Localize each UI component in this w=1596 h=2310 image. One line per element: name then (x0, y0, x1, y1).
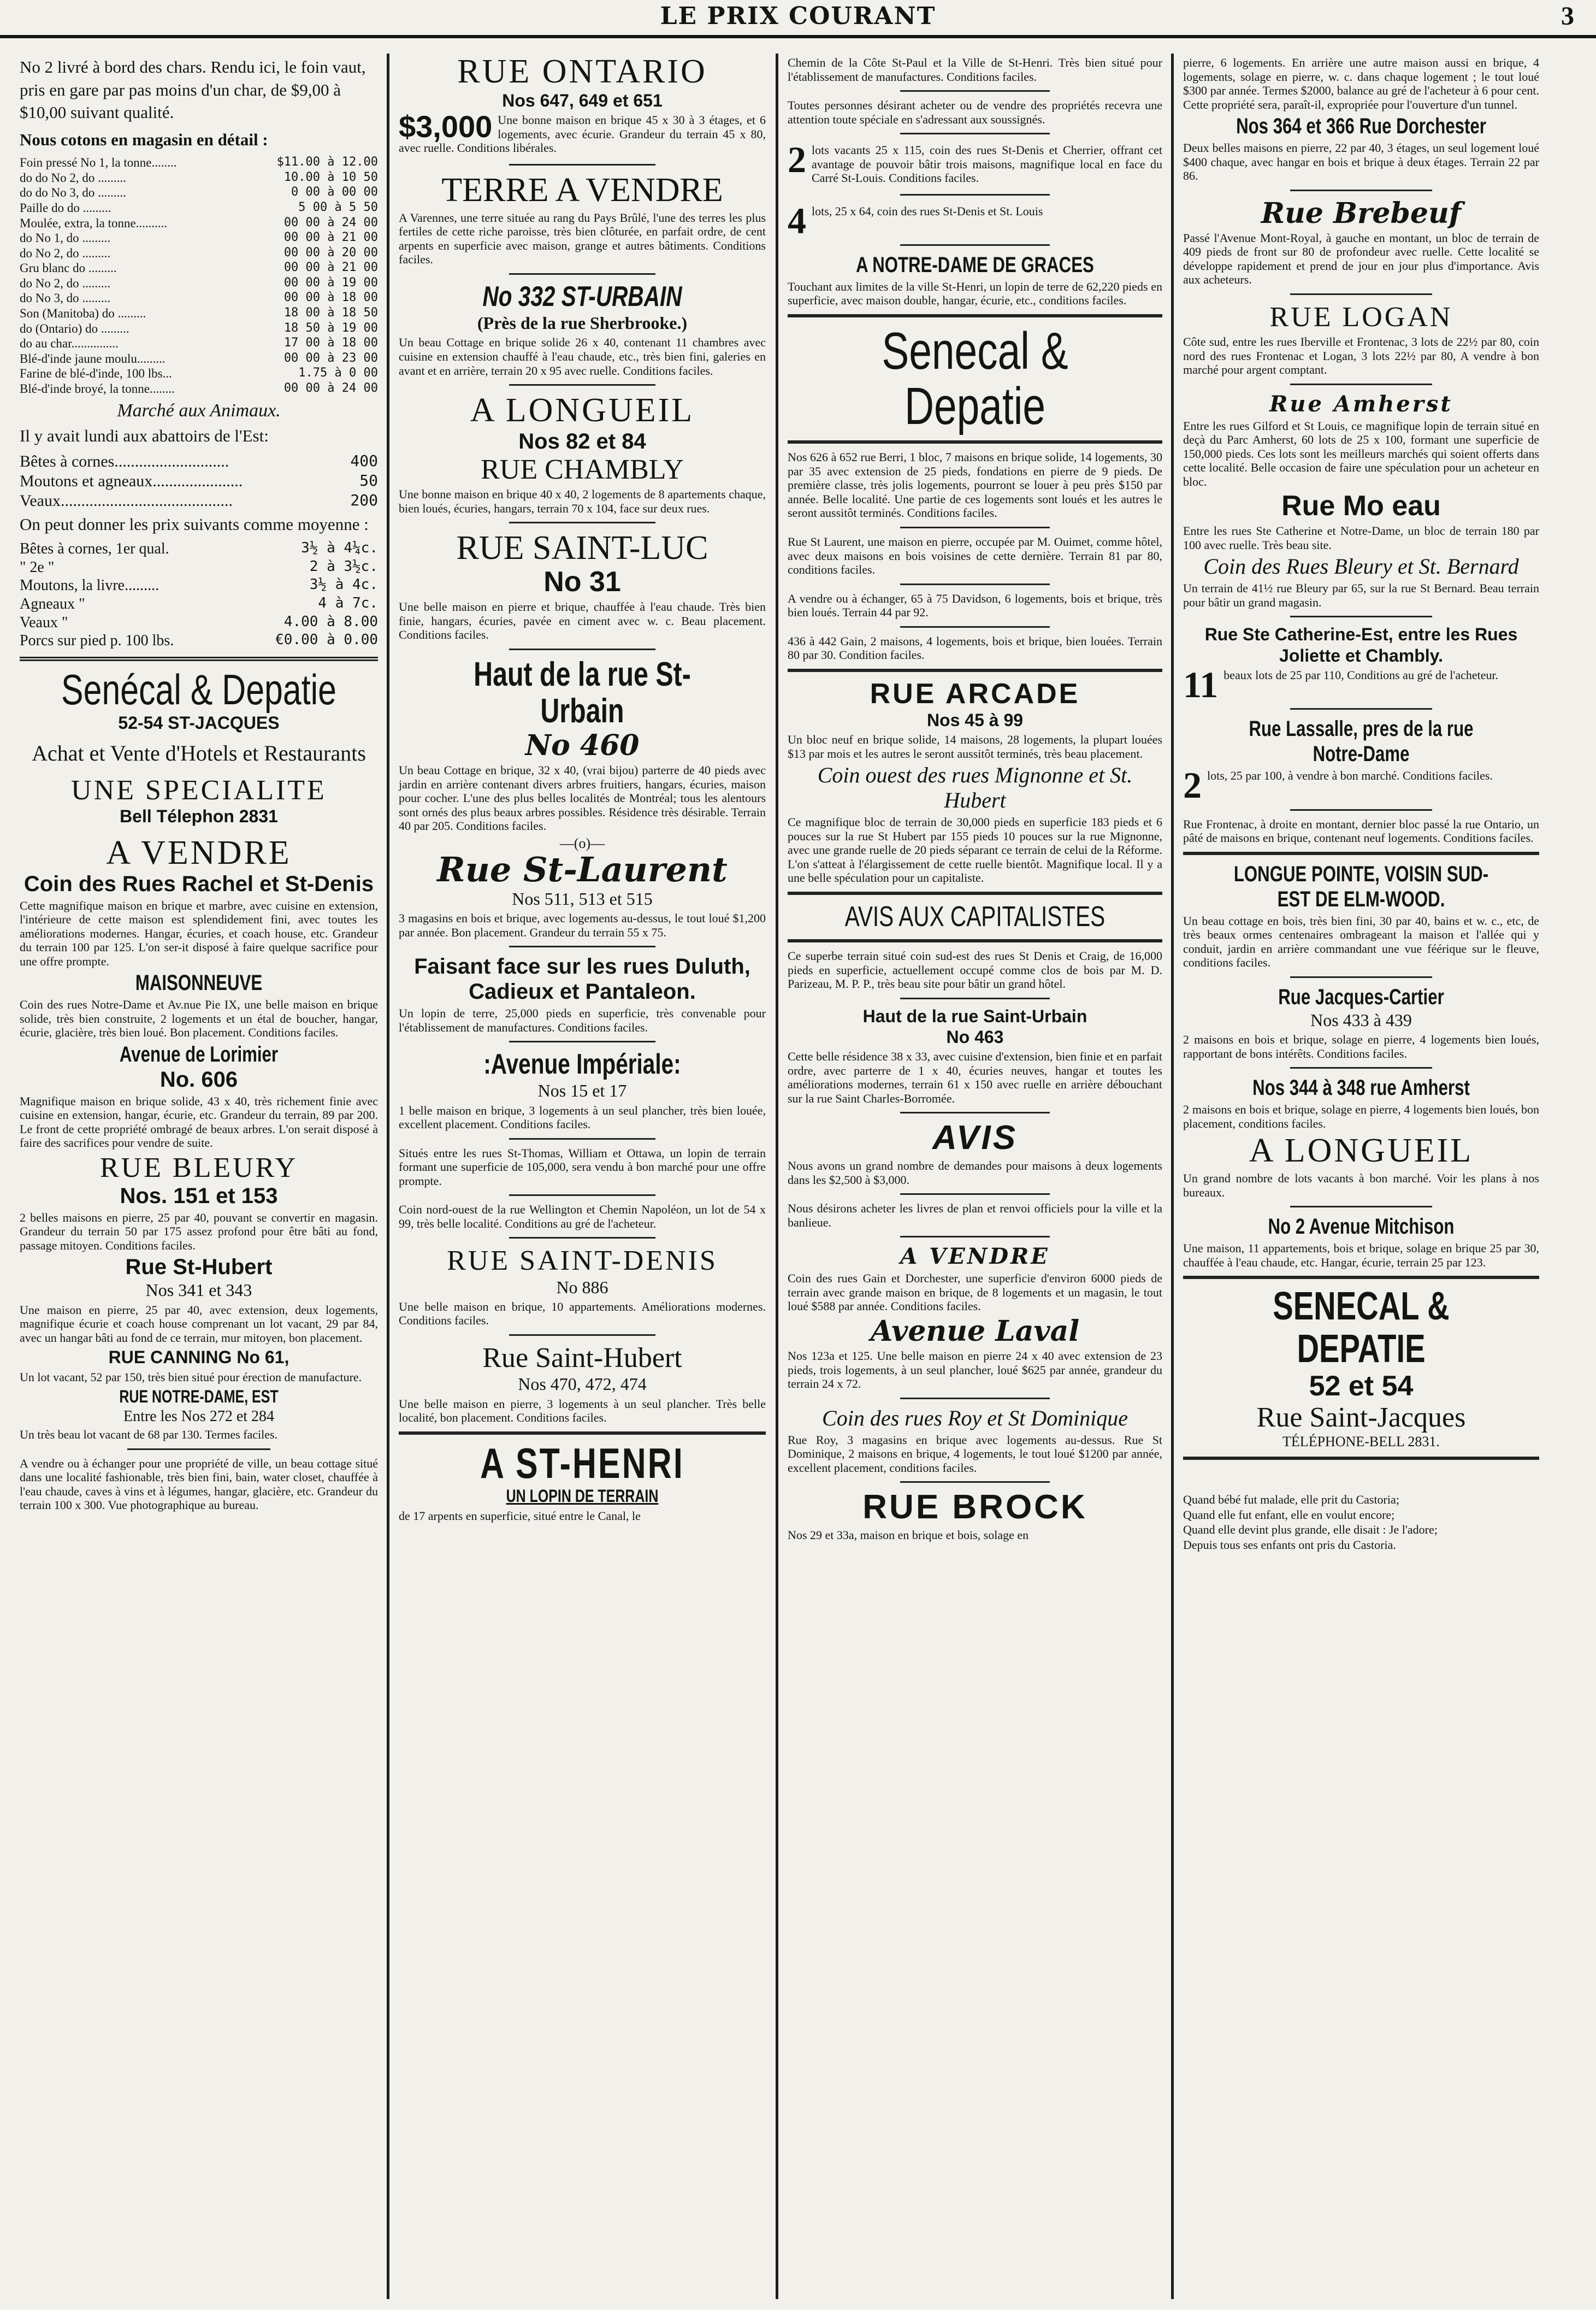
price-figure: $3,000 (399, 111, 493, 144)
divider (127, 1448, 270, 1450)
market-title: Marché aux Animaux. (117, 400, 281, 421)
listing-heading: Rue St-Hubert (125, 1255, 273, 1280)
listing-heading: AVIS (932, 1119, 1018, 1157)
advertiser-address: 52 et 54 (1309, 1370, 1414, 1402)
listing-body: Un terrain de 41½ rue Bleury par 65, sur la rue St Bernard. Beau terrain pour bâtir un grand magasin. (1183, 581, 1539, 609)
column-2 (391, 54, 773, 2299)
listing-body: Une bonne maison en brique 45 x 30 à 3 étages, et 6 logements, avec écurie. Grandeur du terrain 45 x 80, avec ruelle. Conditions libérales. (399, 113, 766, 155)
listing-number: Nos 341 et 343 (145, 1280, 252, 1300)
market-row: Moutons et agneaux...................... 50 (20, 471, 378, 490)
listing-body: 2 maisons en bois et brique, solage en pierre, 4 logements bien loués, rapportant de bons intérêts. Conditions faciles. (1183, 1033, 1539, 1060)
listing-heading: RUE ONTARIO (457, 54, 707, 90)
divider (900, 998, 1050, 999)
listing-heading: RUE ARCADE (870, 677, 1080, 710)
listing-body: Nous désirons acheter les livres de plan et renvoi officiels pour la ville et la banlieue. (788, 1201, 1162, 1229)
divider (900, 1398, 1050, 1399)
drop-numeral: 2 (1183, 767, 1202, 803)
divider (788, 939, 1162, 942)
masthead (0, 0, 1596, 38)
divider (1290, 976, 1433, 978)
listing-body: 2 belles maisons en pierre, 25 par 40, pouvant se convertir en magasin. Grandeur du terrain 50 par 175 assez profond pour être bâti au fond, passage mitoyen. Conditions faciles. (20, 1210, 378, 1252)
listing-body: Nos 29 et 33a, maison en brique et bois, solage en (788, 1528, 1029, 1542)
column-rule (776, 54, 778, 2299)
price-row: do No 2, do ......... 00 00 à 19 00 (20, 275, 378, 290)
castoria-line: Quand elle devint plus grande, elle disait : Je l'adore; (1183, 1523, 1438, 1537)
listing-heading: Coin des Rues Bleury et St. Bernard (1203, 554, 1519, 579)
divider (900, 626, 1050, 628)
listing-number: No 886 (556, 1277, 608, 1297)
price-row: Foin pressé No 1, la tonne........ $11.00 à 12.00 (20, 155, 378, 170)
divider (399, 1431, 766, 1435)
listing-body: Un grand nombre de lots vacants à bon marché. Voir les plans à nos bureaux. (1183, 1171, 1539, 1199)
listing-heading: Rue Saint-Hubert (482, 1342, 682, 1374)
listing-body: Rue Roy, 3 magasins en brique avec logements au-dessus. Rue St Dominique, 2 maisons en brique, 4 logements, le tout loué $1200 par année, excellent placement, conditions faciles. (788, 1433, 1162, 1475)
listing-number: No. 606 (159, 1067, 238, 1092)
listing-body: Un beau cottage en bois, très bien fini, 30 par 40, bains et w. c., etc, de très beaux ormes centenaires ombrageant la maison et l'allée qui y conduit, jardin en arrière commandant une vue féérique sur le fleuve, conditions faciles. (1183, 914, 1539, 970)
listing-heading: RUE CANNING No 61, (108, 1347, 289, 1368)
listing-body: Une belle maison en pierre et brique, chauffée à l'eau chaude. Très bien finie, hangars, écuries, pavée en ciment avec w. c. Beau placement. Conditions faciles. (399, 600, 766, 642)
listing-heading: TERRE A VENDRE (441, 171, 723, 209)
divider (900, 1112, 1050, 1113)
listing-heading: Rue Jacques-Cartier (1278, 985, 1444, 1009)
listing-heading: Avenue de Lorimier (119, 1042, 279, 1066)
listing-body: de 17 arpents en superficie, situé entre le Canal, le (399, 1508, 641, 1523)
listing-heading: Rue Amherst (1269, 391, 1453, 417)
divider (1183, 1457, 1539, 1460)
price-table (20, 155, 378, 397)
listing-heading: Coin des Rues Rachel et St-Denis (23, 871, 374, 896)
listing-body: Nous avons un grand nombre de demandes pour maisons à deux logements dans les $2,500 à $3,000. (788, 1159, 1162, 1187)
price-row: do do No 2, do ......... 10.00 à 10 50 (20, 170, 378, 185)
listing-body: Un beau Cottage en brique, 32 x 40, (vrai bijou) parterre de 40 pieds avec jardin en arrière contenant divers arbres fruitiers, hangars, écuries, maison pour cocher. L'une des plus belles localités de Montréal; tous les alentours sont ornés des plus beaux arbres possibles. Résidence très désirable. Terrain 40 par 205. Conditions faciles. (399, 763, 766, 833)
listing-body: Rue Frontenac, à droite en montant, dernier bloc passé la rue Ontario, un pâté de maisons en brique, contenant neuf logements. Conditions faciles. (1183, 817, 1539, 845)
castoria-ad (1183, 1493, 1539, 1552)
listing-body: Nos 123a et 125. Une belle maison en pierre 24 x 40 avec extension de 23 pieds, trois logements, à un seul plancher, loué $625 par année, grandeur du terrain 24 x 72. (788, 1349, 1162, 1391)
advertiser-name: Senécal & Depatie (61, 665, 336, 714)
divider (509, 1237, 656, 1239)
listing-heading: A LONGUEIL (1249, 1132, 1474, 1170)
ornament-divider: —(o)— (559, 835, 605, 851)
bell-phone: Bell Télephon 2831 (120, 806, 278, 827)
listing-number: Nos 511, 513 et 515 (512, 888, 653, 909)
listing-body: lots vacants 25 x 115, coin des rues St-Denis et Cherrier, offrant cet avantage de pouvoir bâtir trois maisons, magnifique local en face du Carré St-Louis. Conditions faciles. (812, 143, 1162, 185)
divider (509, 273, 656, 275)
listing-heading: Rue St-Laurent (437, 849, 728, 889)
listing-body: Entre les rues Ste Catherine et Notre-Dame, un bloc de terrain 180 par 100 avec ruelle. Très beau site. (1183, 524, 1539, 552)
divider (509, 1194, 656, 1196)
market-row: Bêtes à cornes............................ 400 (20, 451, 378, 470)
divider (509, 1138, 656, 1140)
listing (788, 141, 1162, 187)
divider (900, 527, 1050, 528)
divider (1290, 708, 1433, 710)
listing-body: lots, 25 par 100, à vendre à bon marché. Conditions faciles. (1207, 769, 1493, 783)
listing-heading: Nos 364 et 366 Rue Dorchester (1236, 114, 1486, 139)
listing-body: Entre les rues Gilford et St Louis, ce magnifique lopin de terrain situé en deçà du Parc Amherst, 60 lots de 25 x 100, formant une superficie de 150,000 pieds. Ces lots sont les meilleurs marchés qui soient offerts dans cette localité. Belle occasion de faire une spéculation pour un acheteur en bloc. (1183, 419, 1539, 488)
advertiser-street: Rue Saint-Jacques (1256, 1401, 1466, 1433)
divider (1290, 809, 1433, 811)
listing-number: No 460 (525, 728, 640, 762)
listing-body: Une bonne maison en brique 40 x 40, 2 logements de 8 apartements chaque, bien loués, écuries, hangars, terrain 70 x 104, face sur deux rues. (399, 487, 766, 515)
listing-number: Nos 647, 649 et 651 (502, 90, 663, 110)
advertiser-tagline: Achat et Vente d'Hotels et Restaurants (32, 740, 366, 765)
listing-heading: LONGUE POINTE, VOISIN SUD-EST DE ELM-WOOD. (1233, 862, 1489, 911)
listing-heading: A VENDRE (900, 1244, 1050, 1270)
divider (788, 669, 1162, 672)
divider (900, 133, 1050, 134)
listing-heading: RUE NOTRE-DAME, EST (119, 1387, 279, 1407)
listing-body: beaux lots de 25 par 110, Conditions au gré de l'acheteur. (1223, 668, 1499, 682)
listing-body: 2 maisons en bois et brique, solage en pierre, 4 logements bien loués, bon placement, conditions faciles. (1183, 1103, 1539, 1130)
drop-numeral: 2 (788, 141, 806, 181)
price-row: Son (Manitoba) do ......... 18 00 à 18 50 (20, 306, 378, 321)
listing-body: Chemin de la Côte St-Paul et la Ville de St-Henri. Très bien situé pour l'établissement de manufactures. Conditions faciles. (788, 56, 1162, 84)
listing-number: Nos 470, 472, 474 (518, 1374, 647, 1394)
divider (900, 1236, 1050, 1238)
divider (1290, 1206, 1433, 1207)
listing-body: Rue St Laurent, une maison en pierre, occupée par M. Ouimet, comme hôtel, avec deux maisons en bois voisines de cette dernière. Terrain 81 par 80, conditions faciles. (788, 535, 1162, 577)
divider (509, 522, 656, 523)
advertiser-phone: TÉLÉPHONE-BELL 2831. (1282, 1434, 1440, 1450)
listing-number: Nos 15 et 17 (537, 1081, 627, 1101)
listing (788, 202, 1162, 238)
price-row: Blé-d'inde broyé, la tonne........ 00 00 à 24 00 (20, 381, 378, 396)
hay-intro: No 2 livré à bord des chars. Rendu ici, le foin vaut, pris en gare par pas moins d'un char, de $9,00 à $10,00 suivant qualité. (20, 57, 366, 122)
listing-body: Une maison en pierre, 25 par 40, avec extension, deux logements, magnifique écurie et coach house comprenant un lot vacant, 29 par 84, avec un hangar bâti au fond de ce terrain, mur mitoyen, bon placement. (20, 1303, 378, 1345)
market-price-row: " 2e " 2 à 3½c. (20, 558, 378, 576)
masthead-title: LE PRIX COURANT (660, 2, 936, 30)
listing-heading: Coin ouest des rues Mignonne et St. Hubert (817, 763, 1133, 813)
price-row: do No 2, do ......... 00 00 à 20 00 (20, 245, 378, 260)
divider (509, 1334, 656, 1336)
listing-number: Nos. 151 et 153 (120, 1183, 278, 1208)
listing-heading: Nos 344 à 348 rue Amherst (1252, 1076, 1470, 1100)
listing-heading: A ST-HENRI (480, 1439, 684, 1487)
column-1 (12, 54, 386, 2299)
listing-body: 436 à 442 Gain, 2 maisons, 4 logements, bois et brique, bien louées. Terrain 80 par 30. Condition faciles. (788, 634, 1162, 662)
listing-body: Ce magnifique bloc de terrain de 30,000 pieds en superficie 183 pieds et 6 pouces sur la rue St Hubert par 155 pieds 10 pouces sur la rue Mignonne, avec une grande ruelle de 20 pieds séparant ce terrain de celui de la Réforme. L'on s'atteat à l'élargissement de cette ruelle bientôt. Magnifique local. Il y a une belle spéculation pour un capitaliste. (788, 815, 1162, 885)
divider (1290, 384, 1433, 385)
listing-body: Un très beau lot vacant de 68 par 130. Termes faciles. (20, 1428, 278, 1442)
drop-numeral: 4 (788, 202, 806, 238)
divider (900, 244, 1050, 246)
listing-heading: No 2 Avenue Mitchison (1268, 1215, 1455, 1239)
listing-body: Coin des rues Notre-Dame et Av.nue Pie IX, une belle maison en brique solide, très bien construite, 2 logements et un étal de boucher, hangar, écurie, glacière, très bien loué. Bon placement. Conditions faciles. (20, 998, 378, 1040)
listing-body: 1 belle maison en brique, 3 logements à un seul plancher, très bien louée, excellent placement. Conditions faciles. (399, 1103, 766, 1132)
listing (1183, 666, 1539, 702)
listing-body: Une belle maison en brique, 10 appartements. Améliorations modernes. Conditions faciles. (399, 1299, 766, 1328)
listing-body: Coin des rues Gain et Dorchester, une superficie d'environ 6000 pieds de terrain avec grande maison en brique, de 8 logements et un magasin, le tout loué $588 par année. Conditions faciles. (788, 1271, 1162, 1313)
castoria-line: Quand elle fut enfant, elle en voulut encore; (1183, 1507, 1395, 1522)
listing-body: A Varennes, une terre située au rang du Pays Brûlé, l'une des terres les plus fertiles de cette riche paroisse, très bien clôturée, en parfait ordre, de cent arpents en superficie avec maison, grange et autres bâtiments. Conditions faciles. (399, 210, 766, 267)
divider (1290, 616, 1433, 617)
market-prices-intro: On peut donner les prix suivants comme moyenne : (20, 514, 369, 534)
listing-body: Deux belles maisons en pierre, 22 par 40, 3 étages, un seul logement loué $400 chaque, avec hangar en bois et brique à deux étages. Terrain 22 par 86. (1183, 141, 1539, 183)
listing (1183, 767, 1539, 802)
divider (20, 657, 378, 661)
ontario-ad (399, 111, 766, 157)
advertiser-name: SENECAL & DEPATIE (1273, 1284, 1450, 1371)
listing-body: lots, 25 x 64, coin des rues St-Denis et St. Louis (812, 204, 1043, 218)
market-row: Veaux.......................................... 200 (20, 491, 378, 510)
listing-body: Ce superbe terrain situé coin sud-est des rues St Denis et Craig, de 16,000 pieds en superficie, actuellement occupé comme clos de bois par M. D. Parizeau, M. P. P., très beau site pour bâtir un grand hôtel. (788, 948, 1162, 991)
listing-number: Nos 433 à 439 (1310, 1010, 1412, 1030)
divider (1290, 190, 1433, 191)
drop-numeral: 11 (1183, 666, 1219, 702)
listing-body: Une maison, 11 appartements, bois et brique, solage en brique 25 par 30, chauffée à l'eau chaude, etc. Hangar, écurie, terrain 25 par 123. (1183, 1241, 1539, 1269)
listing-heading: MAISONNEUVE (135, 971, 263, 995)
listing-heading: A NOTRE-DAME DE GRACES (856, 252, 1094, 277)
listing-heading: No 332 ST-URBAIN (482, 280, 682, 313)
listing-heading: Rue Ste Catherine-Est, entre les Rues Joliette et Chambly. (1204, 624, 1518, 665)
listing-body: Un bloc neuf en brique solide, 14 maisons, 28 logements, la plupart louées $13 par mois et les autres le seront aussitôt terminés, très beau placement. (788, 733, 1162, 761)
listing-number: Nos 82 et 84 (518, 429, 646, 453)
divider (1290, 1067, 1433, 1069)
listing-body: Une belle maison en pierre, 3 logements à un seul plancher. Très belle localité, bon placement. Conditions faciles. (399, 1396, 766, 1425)
divider (509, 164, 656, 166)
specialite-heading: UNE SPECIALITE (71, 774, 327, 806)
divider (509, 384, 656, 386)
price-row: Gru blanc do ......... 00 00 à 21 00 (20, 261, 378, 275)
listing-heading: Haut de la rue Saint-Urbain (862, 1006, 1087, 1026)
market-price-row: Veaux " 4.00 à 8.00 (20, 613, 378, 631)
column-3 (780, 54, 1170, 2299)
price-row: Moulée, extra, la tonne.......... 00 00 à 24 00 (20, 215, 378, 230)
listing-heading: RUE BLEURY (99, 1152, 298, 1183)
castoria-line: Depuis tous ses enfants ont pris du Castoria. (1183, 1537, 1396, 1552)
advertiser-address: 52-54 ST-JACQUES (118, 712, 280, 733)
market-price-row: Agneaux " 4 à 7c. (20, 594, 378, 612)
listing-heading: RUE SAINT-DENIS (447, 1245, 718, 1277)
divider (509, 946, 656, 947)
divider (900, 90, 1050, 92)
listing-body: Cette belle résidence 38 x 33, avec cuisine d'extension, bien finie et en parfait ordre, avec parterre de 1 x 40, écuries neuves, hangar et toutes les améliorations modernes, terrain 61 x 150 avec ruelle en arrière débouchant sur la rue Saint Charles-Borromée. (788, 1050, 1162, 1105)
listing-heading: RUE LOGAN (1269, 301, 1453, 333)
market-intro: Il y avait lundi aux abattoirs de l'Est: (20, 426, 269, 446)
listing-heading: RUE SAINT-LUC (456, 529, 708, 567)
divider (900, 194, 1050, 196)
listing-heading: Haut de la rue St-Urbain (474, 655, 691, 730)
listing-body: Magnifique maison en brique solide, 43 x 40, très richement finie avec cuisine en extension, hangar, écurie, etc. Grandeur du terrain, 89 par 200. Le front de cette propriété ombragé de beaux arbres. L'on serait disposé à faire des sacrifices pour vendre de suite. (20, 1094, 378, 1150)
a-vendre-heading: A VENDRE (106, 834, 292, 871)
listing-heading: Rue Mo eau (1281, 490, 1441, 522)
listing-body: Situés entre les rues St-Thomas, William et Ottawa, un lopin de terrain formant une superficie de 105,000, sera vendu à bon marché pour une offre prompte. (399, 1146, 766, 1188)
divider (1183, 1276, 1539, 1279)
price-row: Farine de blé-d'inde, 100 lbs... 1.75 à 0 00 (20, 366, 378, 381)
listing-heading: Rue Brebeuf (1261, 196, 1462, 230)
listing-number: No 31 (543, 566, 621, 598)
divider (788, 892, 1162, 895)
market-price-row: Moutons, la livre......... 3½ à 4c. (20, 576, 378, 594)
listing-heading: Rue Lassalle, pres de la rue Notre-Dame (1249, 717, 1474, 767)
listing-body: Nos 626 à 652 rue Berri, 1 bloc, 7 maisons en brique solide, 14 logements, 30 par 35 avec extension de 25 pieds, fondations en pierre de 9 pieds. De première classe, très jolis logements, pourront se louer à peu près $150 par année. Belle localité. Une partie de ces logements sont loués et les autres le seront aussitôt terminés. Conditions faciles. (788, 450, 1162, 520)
listing-body: Cette magnifique maison en brique et marbre, avec cuisine en extension, l'intérieure de cette maison est splendidement fini, avec toutes les améliorations modernes. Hangar, écuries, et coach house, etc. Grandeur du terrain 100 par 125. L'on ser-it disposé à faire quelque sacrifice pour une offre prompte. (20, 898, 378, 968)
listing-body: Passé l'Avenue Mont-Royal, à gauche en montant, un bloc de terrain de 409 pieds de front sur 80 de profondeur avec ruelle. Cette localité se développe rapidement et prend de jour en jour plus d'importance. Avis aux acheteurs. (1183, 231, 1539, 287)
listing-body: Un lot vacant, 52 par 150, très bien situé pour érection de manufacture. (20, 1370, 362, 1384)
divider (1183, 852, 1539, 855)
listing-body: pierre, 6 logements. En arrière une autre maison aussi en brique, 4 logements, solage en pierre, w. c. dans chaque logement ; le tout loué $300 par année. Termes $2000, balance au gré de l'acheteur à 6 pour cent. Cette propriété sera, paraît-il, expropriée pour l'ouverture d'un tunnel. (1183, 56, 1539, 111)
column-4 (1175, 54, 1547, 2299)
price-row: do do No 3, do ......... 0 00 à 00 00 (20, 185, 378, 200)
divider (509, 649, 656, 650)
listing-body: Un beau Cottage en brique solide 26 x 40, contenant 11 chambres avec cuisine en extension chauffé à l'eau chaude, etc., très bien fini, galeries en avant et en arrière, terrain 20 x 95 avec ruelle. Conditions faciles. (399, 335, 766, 378)
listing-number: Nos 45 à 99 (926, 710, 1024, 730)
listing-street: RUE CHAMBLY (481, 453, 684, 485)
listing-body: A vendre ou à échanger, 65 à 75 Davidson, 6 logements, bois et brique, très bien loués. Terrain 44 par 92. (788, 591, 1162, 620)
divider (900, 1193, 1050, 1195)
divider (1290, 293, 1433, 295)
listing-heading: AVIS AUX CAPITALISTES (844, 900, 1106, 933)
listing-body: Coin nord-ouest de la rue Wellington et Chemin Napoléon, un lot de 54 x 99, très belle localité. Conditions au gré de l'acheteur. (399, 1203, 766, 1230)
listing-number: Entre les Nos 272 et 284 (123, 1407, 275, 1425)
listing-heading: :Avenue Impériale: (483, 1048, 681, 1081)
listing-subheading: (Près de la rue Sherbrooke.) (477, 313, 688, 333)
price-row: Paille do do ......... 5 00 à 5 50 (20, 200, 378, 215)
price-row: do (Ontario) do ......... 18 50 à 19 00 (20, 321, 378, 335)
listing-body: Touchant aux limites de la ville St-Henri, un lopin de terre de 62,220 pieds en superficie, avec maison double, hangar, écurie, etc., conditions faciles. (788, 279, 1162, 308)
divider (900, 584, 1050, 585)
column-rule (387, 54, 389, 2299)
divider (788, 440, 1162, 444)
listing-heading: Coin des rues Roy et St Dominique (822, 1405, 1128, 1430)
listing-body: Toutes personnes désirant acheter ou de vendre des propriétés recevra une attention toute spéciale en s'adressant aux soussignés. (788, 98, 1162, 126)
column-rule (1171, 54, 1174, 2299)
listing-body: 3 magasins en bois et brique, avec logements au-dessus, le tout loué $1,200 par année. Bon placement. Grandeur du terrain 55 x 75. (399, 911, 766, 939)
listing-heading: RUE BROCK (862, 1488, 1087, 1527)
listing-number: No 463 (946, 1027, 1004, 1047)
listing-body: A vendre ou à échanger pour une propriété de ville, un beau cottage situé dans une localité fashionable, très bien fini, bain, water closet, chauffée à l'eau chaude, caves à vins et à légumes, hangar, glacière, etc. Grandeur du terrain 100 x 300. Vue photographique au bureau. (20, 1456, 378, 1512)
price-row: Blé-d'inde jaune moulu......... 00 00 à 23 00 (20, 351, 378, 366)
divider (900, 1481, 1050, 1483)
listing-body: Un lopin de terre, 25,000 pieds en superficie, très convenable pour l'établissement de manufactures. Conditions faciles. (399, 1006, 766, 1034)
prices-header: Nous cotons en magasin en détail : (20, 129, 268, 149)
page-number: 3 (1561, 2, 1574, 31)
advertiser-name: Senecal & Depatie (882, 321, 1068, 435)
market-price-row: Porcs sur pied p. 100 lbs. €0.00 à 0.00 (20, 632, 378, 650)
market-price-row: Bêtes à cornes, 1er qual. 3½ à 4¼c. (20, 540, 378, 558)
listing-heading: Avenue Laval (870, 1314, 1080, 1348)
divider (788, 314, 1162, 317)
castoria-line: Quand bébé fut malade, elle prit du Castoria; (1183, 1493, 1399, 1507)
listing-heading: A LONGUEIL (470, 392, 695, 429)
price-row: do No 1, do ......... 00 00 à 21 00 (20, 231, 378, 245)
divider (509, 1041, 656, 1042)
price-row: do No 3, do ......... 00 00 à 18 00 (20, 291, 378, 305)
listing-heading: Faisant face sur les rues Duluth, Cadieux et Pantaleon. (414, 954, 750, 1004)
price-row: do au char............... 17 00 à 18 00 (20, 336, 378, 351)
listing-body: Côte sud, entre les rues Iberville et Frontenac, 3 lots de 22½ par 80, coin nord des rues Frontenac et Logan, 3 lots 22½ par 80, A vendre à bon marché pour argent comptant. (1183, 335, 1539, 377)
listing-subheading: UN LOPIN DE TERRAIN (506, 1486, 659, 1506)
